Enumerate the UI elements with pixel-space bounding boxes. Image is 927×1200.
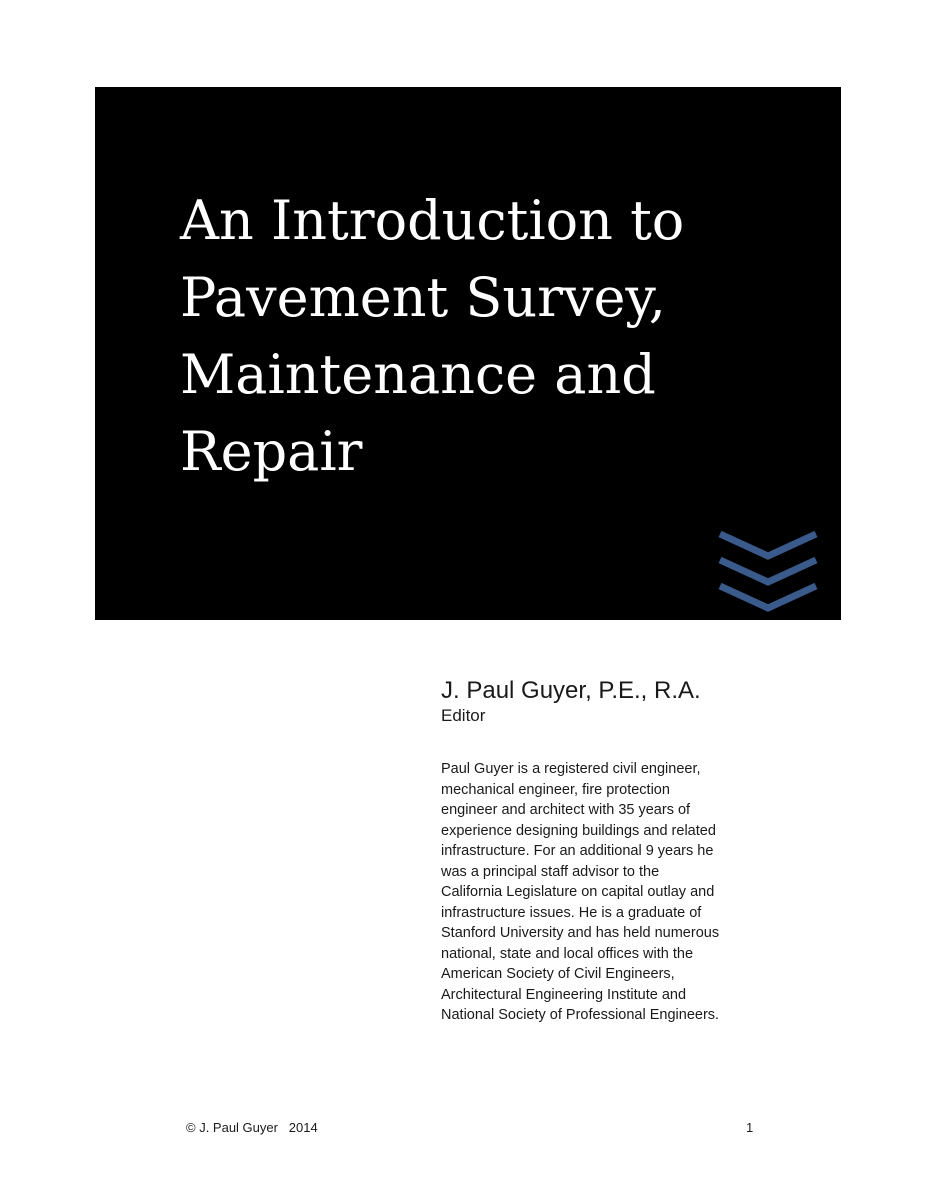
bio-line: was a principal staff advisor to the — [441, 863, 660, 880]
book-title — [180, 182, 800, 490]
bio-line: Architectural Engineering Institute and — [441, 986, 687, 1003]
bio-line: infrastructure. For an additional 9 years he — [441, 843, 714, 859]
bio-line: national, state and local offices with the — [441, 945, 694, 962]
title-line: Maintenance and — [180, 343, 656, 406]
title-line: Pavement Survey, — [180, 266, 666, 329]
title-line: An Introduction to — [180, 189, 685, 252]
bio-line: National Society of Professional Engineers. — [441, 1007, 720, 1023]
author-role: Editor — [441, 706, 486, 725]
bio-line: Paul Guyer is a registered civil engineer, — [441, 761, 701, 777]
bio-line: Stanford University and has held numerous — [441, 925, 720, 941]
bio-line: California Legislature on capital outlay and — [441, 884, 715, 900]
bio-line: infrastructure issues. He is a graduate of — [441, 904, 702, 921]
bio-line: American Society of Civil Engineers, — [441, 966, 675, 982]
cover-panel — [95, 87, 841, 620]
author-bio — [441, 759, 821, 1026]
bio-line: engineer and architect with 35 years of — [441, 802, 691, 818]
chevron-stroke — [720, 560, 816, 582]
author-block — [441, 676, 821, 1026]
bio-line: experience designing buildings and related — [441, 822, 716, 839]
chevron-stroke — [720, 534, 816, 556]
title-line: Repair — [180, 420, 363, 483]
triple-chevron-down-icon — [718, 530, 818, 612]
chevron-stroke — [720, 586, 816, 608]
footer-copyright: © J. Paul Guyer 2014 — [186, 1120, 318, 1135]
bio-line: mechanical engineer, fire protection — [441, 781, 670, 798]
page-number: 1 — [746, 1120, 754, 1135]
author-name: J. Paul Guyer, P.E., R.A. — [441, 677, 701, 704]
